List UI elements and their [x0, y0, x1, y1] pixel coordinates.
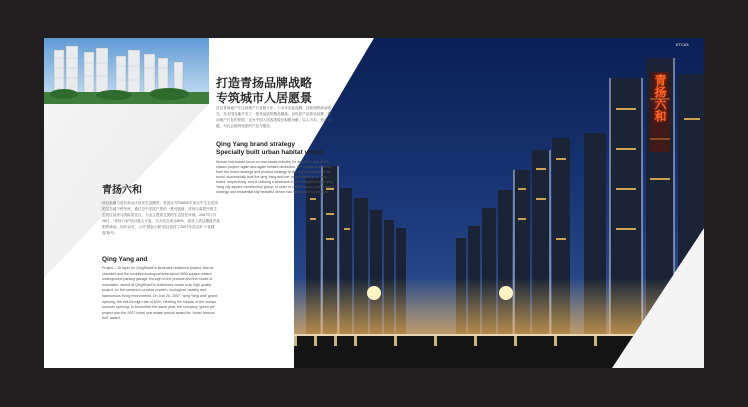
tower-neon-sign: 青扬六和 — [653, 74, 667, 122]
page-title-en-line1: Qing Yang brand strategy — [216, 141, 295, 148]
intro-zh: 武汉青扬地产专注房地产行业数十年，十余年沉淀品牌，以独到的商业眼光，在全国各地开发了一批高品质的精品楼盘，以优质产品带动品牌，推动地产行业的发展，也为中国人居改善做出积极贡献，以人为本，追求卓越，为社会提供优质的产品与服务。 — [216, 106, 331, 128]
page-title-zh-line1: 打造青扬品牌战略 — [216, 76, 313, 90]
page-title-zh — [216, 76, 366, 106]
brochure-spread — [44, 38, 704, 368]
page-title-en — [216, 141, 366, 157]
page-title-en-line2: Specially built urban habitat vision — [216, 149, 324, 156]
section-body-zh: 项目坐落与延东高山区怡东生活圈里，首创北方的8000平米空中生态花园的生态地下停车库，通过空中花园户型的一系列创新，体现与离居民的生态居住品质与国际居住区，为业主提供完美的生态居住环境。2007年7月28日，“青扬六和”项目盛大开盘，当天成交率达80%，创造了武汉楼盘开盘销售神话。同年12月，公司“绿色六和”项目获得了2007年武汉市“十佳楼盘”称号。 — [102, 201, 220, 235]
corner-tag: ETC#3 — [676, 42, 689, 47]
section-title-en: Qing Yang and — [102, 256, 148, 263]
page-title-zh-line2: 专筑城市人居愿景 — [216, 91, 313, 105]
night-towers-photo — [44, 38, 704, 368]
intro-en: Wuhan real estate focus on real estate industry for decades, one of the classic project, again and again brilliant deduction, the wuhan real estate from the brand strategy and product strategy to the transformation of the world, successfully built the qing Yang and her name plates qing Yang brand, respectively, and is building a landmark in the comprehensive qing Yang city square construction group, in order to realize green young brand strategy and residential city beautiful dream has laid a solid foundation. — [216, 160, 334, 194]
section-body-en: Project – 16 layer for QingShanDu landmark residence project, first air chamber and the luxuriant ecological area about 4000 square meters underground parking garage, through to the product and the model of innovation, aimed at QingShanDu customers create truly high quality project, for the owners to provide modern, ecological, healthy and harmonious living environment. On July 28, 2007, “qing Yang and” grand opening, the sell-through rate of 80%, creating the miracle of the wuhan summer opening. In December the same year, the company “green art” project won the 2007 hubei real estate annual award for “hubei famous doll” award. — [102, 266, 218, 321]
section-title-zh: 青扬六和 — [102, 185, 142, 196]
